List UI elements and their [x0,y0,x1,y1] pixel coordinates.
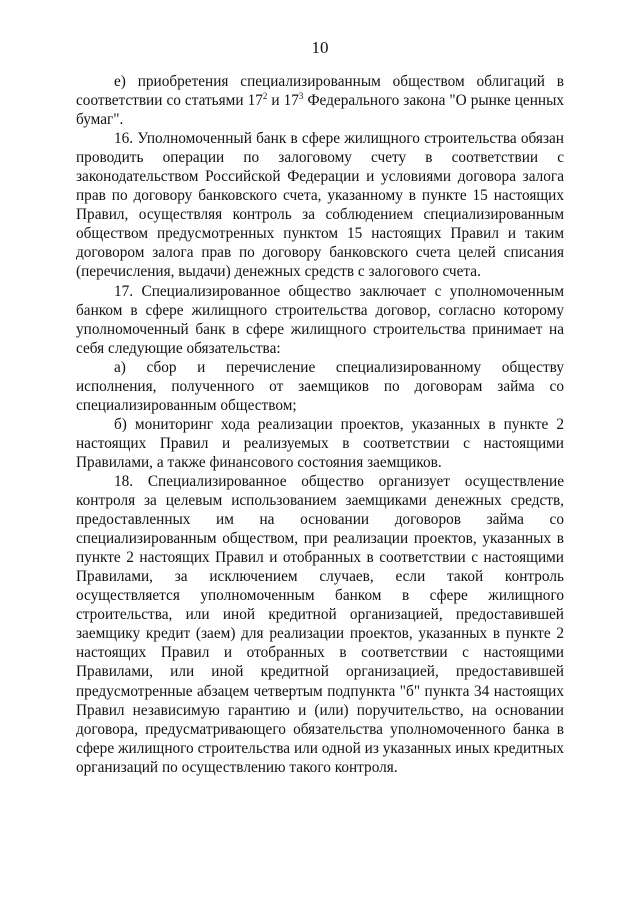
paragraph-text: Федерального закона "О рынке ценных бумаг". [76,92,564,129]
paragraph-text: и 17 [267,92,299,110]
paragraph-item-e [76,72,564,129]
document-body [76,72,564,777]
superscript-2: 2 [262,90,268,101]
superscript-3: 3 [298,90,304,101]
page-number: 10 [311,38,329,57]
paragraph-17-item-a: а) сбор и перечисление специализированному обществу исполнения, полученного от заемщиков по договорам займа со специализированным обществом; [76,358,564,414]
paragraph-18: 18. Специализированное общество организует осуществление контроля за целевым использованием заемщиками денежных средств, предоставленных им на основании договоров займа со специализированным обществом, при реализации проектов, указанных в пункте 2 настоящих Правил и отобранных в соответствии с настоящими Правилами, за исключением случаев, если такой контроль осуществляется уполномоченным банком в сфере жилищного строительства, или иной кредитной организацией, предоставившей заемщику кредит (заем) для реализации проектов, указанных в пункте 2 настоящих Правил и отобранных в соответствии с настоящими Правилами, или иной кредитной организацией, предоставившей предусмотренные абзацем четвертым подпункта "б" пункта 34 настоящих Правил независимую гарантию и (или) поручительство, на основании договора, предусматривающего обязательства уполномоченного банка в сфере жилищного строительства или одной из указанных иных кредитных организаций по осуществлению такого контроля. [76,472,564,776]
paragraph-17-item-b: б) мониторинг хода реализации проектов, указанных в пункте 2 настоящих Правил и реализуемых в соответствии с настоящими Правилами, а также финансового состояния заемщиков. [76,415,564,471]
paragraph-17: 17. Специализированное общество заключает с уполномоченным банком в сфере жилищного строительства договор, согласно которому уполномоченный банк в сфере жилищного строительства принимает на себя следующие обязательства: [76,282,564,357]
paragraph-text: е) приобретения специализированным обществом облигаций в соответствии со статьями 17 [76,73,564,110]
paragraph-16: 16. Уполномоченный банк в сфере жилищного строительства обязан проводить операции по залоговому счету в соответствии с законодательством Российской Федерации и условиями договора залога прав по договору банковского счета, указанному в пункте 15 настоящих Правил, осуществляя контроль за соблюдением специализированным обществом предусмотренных пунктом 15 настоящих Правил и таким договором залога прав по договору банковского счета целей списания (перечисления, выдачи) денежных средств с залогового счета. [76,130,564,281]
